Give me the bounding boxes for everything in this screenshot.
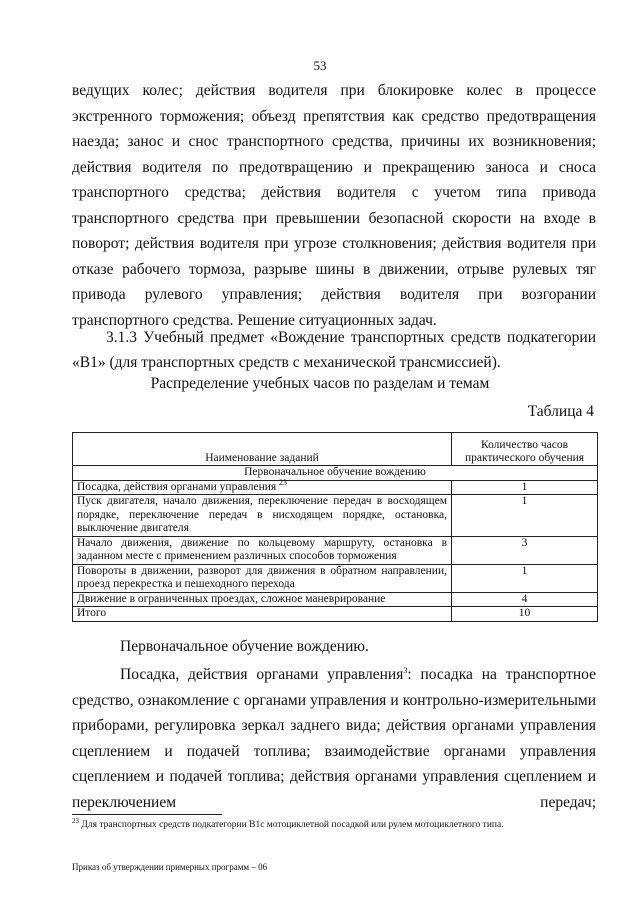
task-name: Движение в ограниченных проездах, сложное маневрирование: [73, 592, 452, 607]
task-hours: 1: [452, 495, 598, 537]
task-name-text: Посадка, действия органами управления: [77, 480, 277, 493]
header-hours: Количество часов практического обучения: [452, 433, 598, 466]
task-hours: 1: [452, 564, 598, 592]
table-row: [73, 536, 598, 564]
footnote: [72, 816, 504, 830]
table-row: [73, 564, 598, 592]
table-total-row: [73, 607, 598, 622]
total-hours: 10: [452, 607, 598, 622]
task-hours: 4: [452, 592, 598, 607]
table-section-row: [73, 466, 598, 481]
table-row: [73, 592, 598, 607]
task-name: Начало движения, движение по кольцевому маршруту, остановка в заданном месте с применением различных способов торможения: [73, 536, 452, 564]
table-row: [73, 495, 598, 537]
table-section-title: Первоначальное обучение вождению: [73, 466, 598, 481]
page-number: 53: [313, 58, 327, 73]
body-paragraph-1: ведущих колес; действия водителя при блокировке колес в процессе экстренного торможения; объезд препятствия как средство предотвращения наезда; занос и снос транспортного средства, причины их возникновения; действия водителя по предотвращению и прекращению заноса и сноса транспортного средства; действия водителя с учетом типа привода транспортного средства при превышении безопасной скорости на входе в поворот; действия водителя при угрозе столкновения; действия водителя при отказе рабочего тормоза, разрыве шины в движении, отрыве рулевых тяг привода рулевого управления; действия водителя при возгорании транспортного средства. Решение ситуационных задач.: [72, 82, 596, 329]
footnote-ref: 3: [403, 665, 408, 675]
table-row: [73, 480, 598, 495]
task-hours: 1: [452, 480, 598, 495]
paragraph-lead: Посадка, действия органами управления: [120, 666, 404, 683]
table-number: Таблица 4: [527, 403, 594, 420]
task-name: Повороты в движении, разворот для движения в обратном направлении, проезд перекрестка и пешеходного перехода: [73, 564, 452, 592]
footnote-ref: 23: [279, 477, 288, 487]
paragraph-rest: : посадка на транспортное средство, ознакомление с органами управления и контрольно-измерительными приборами, регулировка зеркал заднего вида; действия органами управления сцеплением и подачей топлива; взаимодействие органами управления сцеплением и подачей топлива; действия органами управления сцеплением и переключением передач;: [72, 666, 597, 811]
subject-heading: 3.1.3 Учебный предмет «Вождение транспортных средств подкатегории «B1» (для транспортных средств с механической трансмиссией).: [72, 329, 596, 371]
task-hours: 3: [452, 536, 598, 564]
body-paragraph-2: [72, 662, 596, 815]
footnote-text: Для транспортных средств подкатегории B1с мотоциклетной посадкой или рулем мотоциклетного типа.: [81, 820, 504, 830]
task-name: Пуск двигателя, начало движения, переключение передач в восходящем порядке, переключение передач в нисходящем порядке, остановка, выключение двигателя: [73, 495, 452, 537]
footnote-rule: [72, 814, 222, 815]
table-header-row: [73, 433, 598, 466]
section-heading: Первоначальное обучение вождению.: [120, 638, 369, 655]
tasks-table: [72, 432, 598, 622]
task-name: [73, 477, 452, 495]
footnote-number: 23: [72, 816, 79, 825]
bottom-note: Приказ об утверждении примерных программ – 06: [72, 862, 268, 872]
distribution-title: Распределение учебных часов по разделам и темам: [150, 375, 490, 392]
header-task-name: Наименование заданий: [73, 433, 452, 466]
total-label: Итого: [73, 607, 452, 622]
